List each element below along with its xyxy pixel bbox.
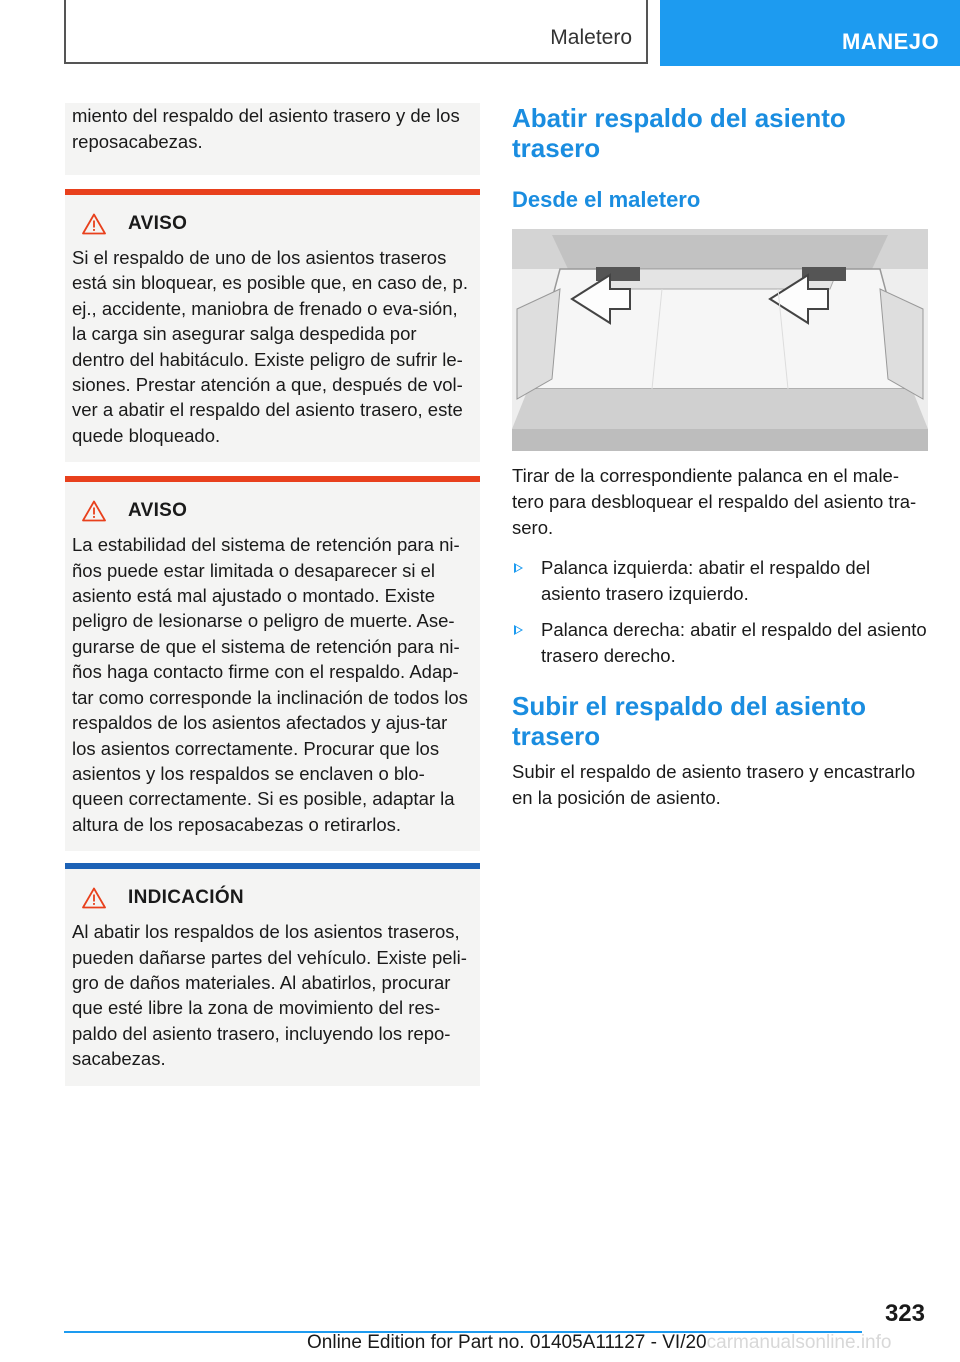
triangle-bullet-icon [514, 625, 523, 635]
page-header [0, 0, 960, 66]
list-item-text: Palanca derecha: abatir el respaldo del asiento trasero derecho. [541, 619, 927, 666]
triangle-bullet-icon [514, 563, 523, 573]
warning-callout-2 [65, 476, 480, 851]
lever-list [512, 555, 930, 669]
edition-text: Online Edition for Part no. 01405A11127 - VI/20 [307, 1332, 707, 1353]
section-tab [64, 0, 648, 64]
callout-title: AVISO [128, 213, 188, 234]
warning-callout-1 [65, 189, 480, 462]
right-column [512, 103, 930, 811]
footer-edition [307, 1332, 891, 1354]
section-title: Maletero [550, 26, 632, 49]
notice-callout [65, 863, 480, 1085]
list-item-text: Palanca izquierda: abatir el respaldo del asiento trasero izquierdo. [541, 557, 871, 604]
warning-triangle-icon [82, 500, 106, 522]
section-heading-raise: Subir el respaldo del asiento trasero [512, 691, 866, 751]
callout-text: La estabilidad del sistema de retención para ni-ños puede estar limitada o desaparecer si el asiento está mal ajustado o montado. Existe peligro de lesionarse o peligro de muerte. Ase-gurarse de que el sistema de retención para ni-ños haga contacto firme con el respaldo. Adap-tar como corresponde la inclinación de todos los respaldos de los asientos afectados y ajus-tar los asientos correctamente. Procurar que los asientos y los respaldos se enclaven o blo-queen correctamente. Si es posible, adaptar la altura de los reposacabezas o retirarlos. [72, 534, 468, 835]
callout-title: INDICACIÓN [128, 887, 244, 909]
page-number: 323 [884, 1300, 925, 1327]
section-heading-fold: Abatir respaldo del asiento trasero [512, 103, 846, 163]
left-column [65, 103, 480, 1086]
callout-text: Si el respaldo de uno de los asientos traseros está sin bloquear, es posible que, en caso de, p. ej., accidente, maniobra de frenado o eva-sión, la carga sin asegurar salga despedida por dentro del habitáculo. Existe peligro de sufrir le-siones. Prestar atención a que, después de vol-ver a abatir el respaldo del asiento trasero, este quede bloqueado. [72, 247, 468, 446]
subheading-from-trunk: Desde el maletero [512, 187, 701, 212]
intro-paragraph: Tirar de la correspondiente palanca en el male-tero para desbloquear el respaldo del asiento tra-sero. [512, 465, 917, 538]
raise-paragraph: Subir el respaldo de asiento trasero y encastrarlo en la posición de asiento. [512, 761, 916, 808]
continued-text: miento del respaldo del asiento trasero y de los reposacabezas. [72, 105, 460, 152]
list-item [512, 555, 930, 607]
watermark-text: carmanualsonline.info [706, 1332, 892, 1353]
warning-triangle-icon [82, 213, 106, 235]
list-item [512, 617, 930, 669]
continued-note [65, 103, 480, 175]
callout-title: AVISO [128, 500, 188, 522]
trunk-illustration [512, 229, 928, 451]
callout-text: Al abatir los respaldos de los asientos traseros, pueden dañarse partes del vehículo. Existe peli-gro de daños materiales. Al abatirlos, procurar que esté libre la zona de movimiento del res-paldo del asiento trasero, incluyendo los repo-sacabezas. [72, 921, 467, 1070]
warning-triangle-icon [82, 887, 106, 909]
chapter-tab [660, 0, 960, 66]
chapter-title: MANEJO [842, 29, 940, 54]
